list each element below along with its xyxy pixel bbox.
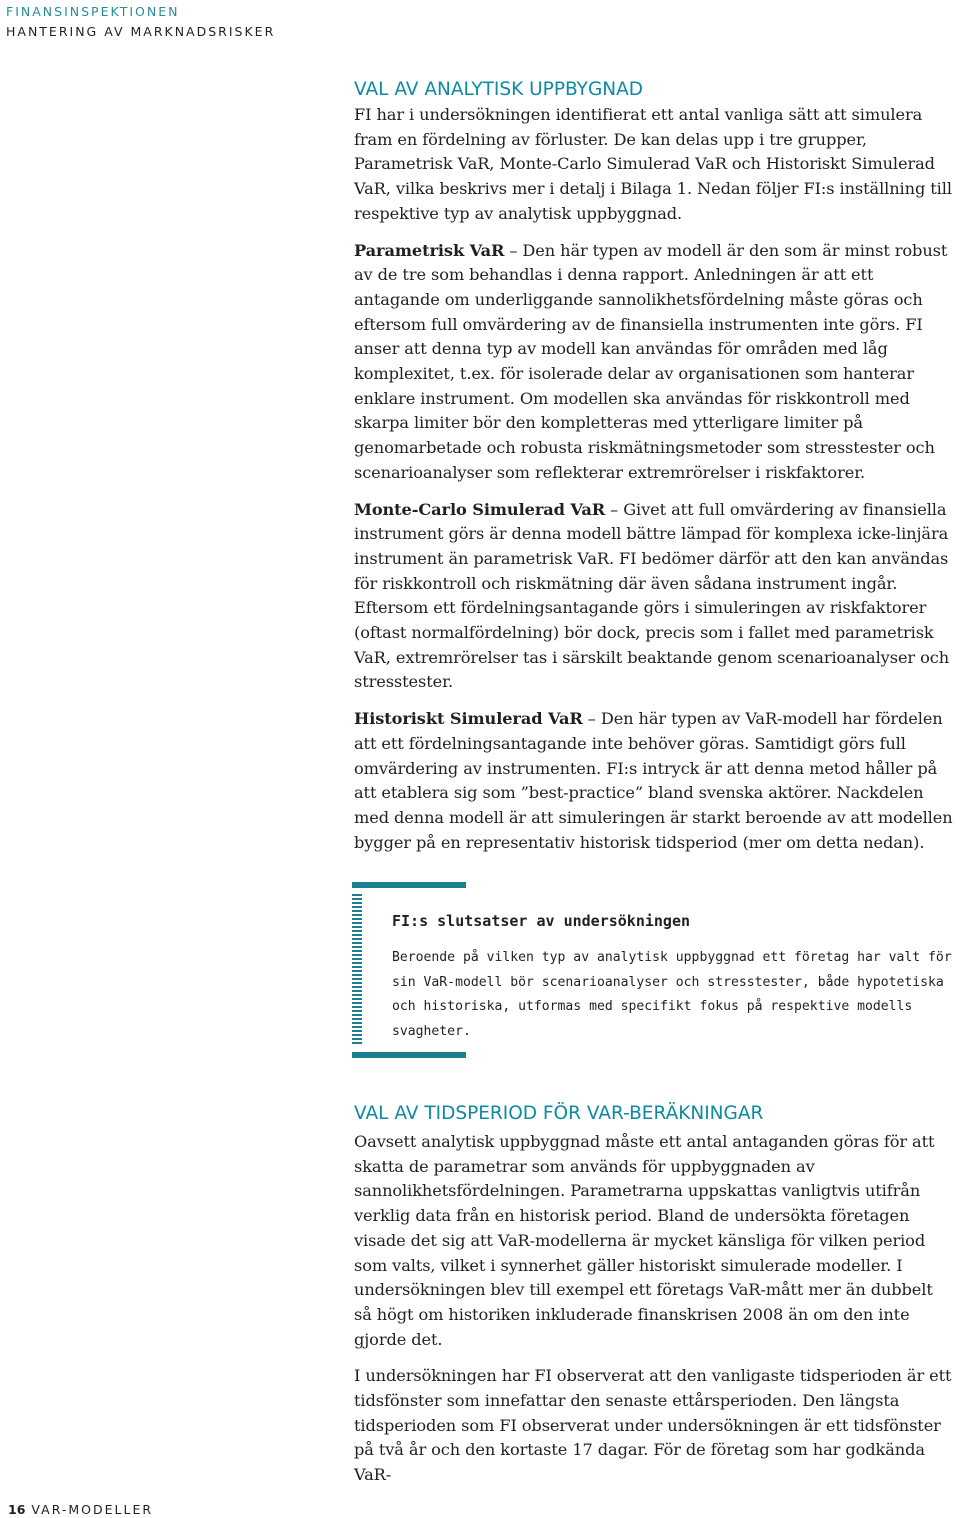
historical-text: – Den här typen av VaR-modell har fördelen att ett fördelningsantagande inte behöver göras. Samtidigt görs full omvärdering av instrumenten. FI:s intryck är att denna metod håller på att etablera sig som ”best-practice” bland svenska aktörer. Nackdelen med denna modell är att simuleringen är starkt beroende av att modellen bygger på en representativ historisk tidsperiod (mer om detta nedan). bbox=[354, 709, 953, 852]
page-number: 16 bbox=[8, 1502, 26, 1517]
box-title: FI:s slutsatser av undersökningen bbox=[392, 912, 691, 930]
montecarlo-paragraph bbox=[354, 498, 954, 696]
box-stripe-decoration bbox=[352, 894, 362, 1044]
time-period-paragraph-2: I undersökningen har FI observerat att den vanligaste tidsperioden är ett tidsfönster som innefattar den senaste ettårsperioden. Den längsta tidsperioden som FI observerat under undersökningen är ett tidsfönster på två år och den kortaste 17 dagar. För de företag som har godkända VaR- bbox=[354, 1366, 952, 1485]
box-top-rule bbox=[352, 882, 466, 888]
parametric-paragraph bbox=[354, 239, 954, 486]
parametric-label: Parametrisk VaR bbox=[354, 240, 505, 260]
header-subtitle: HANTERING AV MARKNADSRISKER bbox=[6, 24, 276, 39]
running-header bbox=[6, 2, 275, 42]
box-bottom-rule bbox=[352, 1052, 466, 1058]
time-period-paragraph-1: Oavsett analytisk uppbyggnad måste ett antal antaganden göras för att skatta de parametrar som används för uppbyggnaden av sannolikhetsfördelningen. Parametrarna uppskattas vanligtvis utifrån verklig data från en historisk period. Bland de undersökta företagen visade det sig att VaR-modellerna är mycket känsliga för vilken period som valts, vilket i synnerhet gäller historiskt simulerade modeller. I undersökningen blev till exempel ett företags VaR-mått mer än dubbelt så högt om historiken inkluderade finanskrisen 2008 än om den inte gjorde det. bbox=[354, 1132, 935, 1349]
page-footer bbox=[8, 1502, 153, 1517]
section-time-period bbox=[354, 1102, 954, 1488]
intro-paragraph: FI har i undersökningen identifierat ett antal vanliga sätt att simulera fram en fördelning av förluster. De kan delas upp i tre grupper, Parametrisk VaR, Monte-Carlo Simulerad VaR och Historiskt Simulerad VaR, vilka beskrivs mer i detalj i Bilaga 1. Nedan följer FI:s inställning till respektive typ av analytisk uppbyggnad. bbox=[354, 105, 952, 223]
footer-title: VAR-MODELLER bbox=[31, 1502, 154, 1517]
header-org: FINANSINSPEKTIONEN bbox=[6, 4, 180, 19]
historical-label: Historiskt Simulerad VaR bbox=[354, 709, 583, 729]
section-heading: VAL AV ANALYTISK UPPBYGNAD bbox=[354, 79, 644, 100]
conclusion-box bbox=[352, 882, 952, 1058]
montecarlo-text: – Givet att full omvärdering av finansiella instrument görs är denna modell bättre lämpad för komplexa icke-linjära instrument än parametrisk VaR. FI bedömer därför att den kan användas för riskkontroll och riskmätning där även sådana instrument ingår. Eftersom ett fördelningsantagande görs i simuleringen av riskfaktorer (oftast normalfördelning) bör dock, precis som i fallet med parametrisk VaR, extremrörelser tas i särskilt beaktande genom scenarioanalyser och stresstester. bbox=[354, 499, 950, 692]
parametric-text: – Den här typen av modell är den som är minst robust av de tre som behandlas i denna rapport. Anledningen är att ett antagande om underliggande sannolikhetsfördelning måste göras och eftersom full omvärdering av de finansiella instrumenten inte görs. FI anser att denna typ av modell kan användas för områden med låg komplexitet, t.ex. för isolerade delar av organisationen som hanterar enklare instrument. Om modellen ska användas för riskkontroll med skarpa limiter bör den kompletteras med ytterligare limiter på genomarbetade och robusta riskmätningsmetoder som stresstester och scenarioanalyser som reflekterar extremrörelser i riskfaktorer. bbox=[354, 240, 948, 482]
section-heading: VAL AV TIDSPERIOD FÖR VAR-BERÄKNINGAR bbox=[354, 1103, 764, 1124]
box-text: Beroende på vilken typ av analytisk uppbyggnad ett företag har valt för sin VaR-modell bör scenarioanalyser och stresstester, både hypotetiska och historiska, utformas med specifikt fokus på respektive modells svagheter. bbox=[392, 950, 952, 1039]
montecarlo-label: Monte-Carlo Simulerad VaR bbox=[354, 499, 606, 519]
historical-paragraph bbox=[354, 707, 954, 855]
section-analytic-structure bbox=[354, 78, 954, 855]
